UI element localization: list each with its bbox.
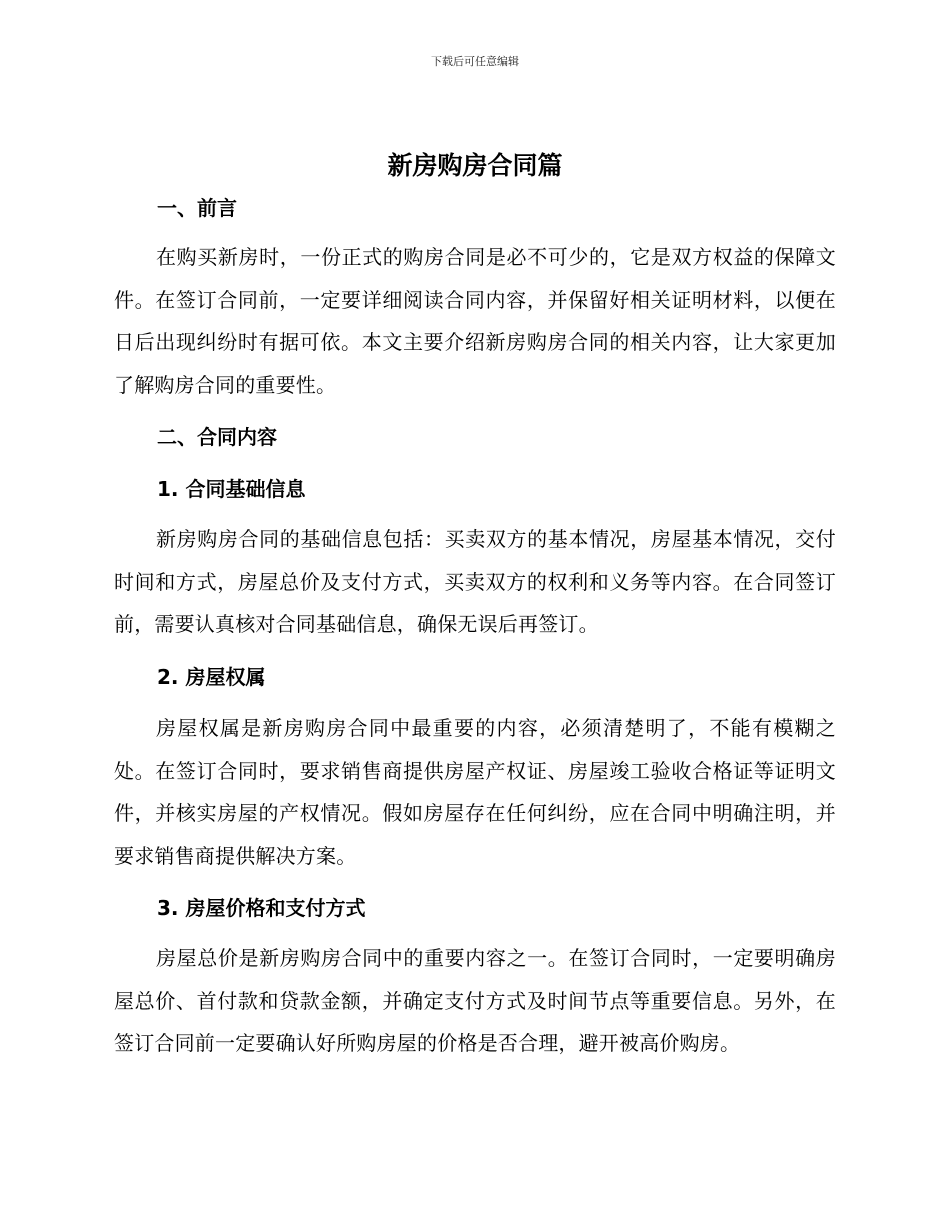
- section-heading-preface: 一、前言: [157, 196, 237, 220]
- page-header: 下载后可任意编辑: [431, 55, 519, 68]
- section-heading-contract-content: 二、合同内容: [157, 425, 277, 449]
- subsection-heading-price-payment: 3. 房屋价格和支付方式: [157, 896, 366, 920]
- subsection-heading-basic-info: 1. 合同基础信息: [157, 477, 306, 501]
- paragraph-ownership: 房屋权属是新房购房合同中最重要的内容，必须清楚明了，不能有模糊之处。在签订合同时，要求销售商提供房屋产权证、房屋竣工验收合格证等证明文件，并核实房屋的产权情况。假如房屋存在任何纠纷，应在合同中明确注明，并要求销售商提供解决方案。: [114, 716, 836, 868]
- document-title: 新房购房合同篇: [387, 151, 563, 180]
- paragraph-price-payment: 房屋总价是新房购房合同中的重要内容之一。在签订合同时，一定要明确房屋总价、首付款和贷款金额，并确定支付方式及时间节点等重要信息。另外，在签订合同前一定要确认好所购房屋的价格是否合理，避开被高价购房。: [114, 946, 836, 1055]
- paragraph-preface: 在购买新房时，一份正式的购房合同是必不可少的，它是双方权益的保障文件。在签订合同前，一定要详细阅读合同内容，并保留好相关证明材料，以便在日后出现纠纷时有据可依。本文主要介绍新房购房合同的相关内容，让大家更加了解购房合同的重要性。: [114, 245, 836, 397]
- subsection-heading-ownership: 2. 房屋权属: [157, 665, 266, 689]
- paragraph-basic-info: 新房购房合同的基础信息包括：买卖双方的基本情况，房屋基本情况，交付时间和方式，房屋总价及支付方式，买卖双方的权利和义务等内容。在合同签订前，需要认真核对合同基础信息，确保无误后再签订。: [114, 527, 836, 636]
